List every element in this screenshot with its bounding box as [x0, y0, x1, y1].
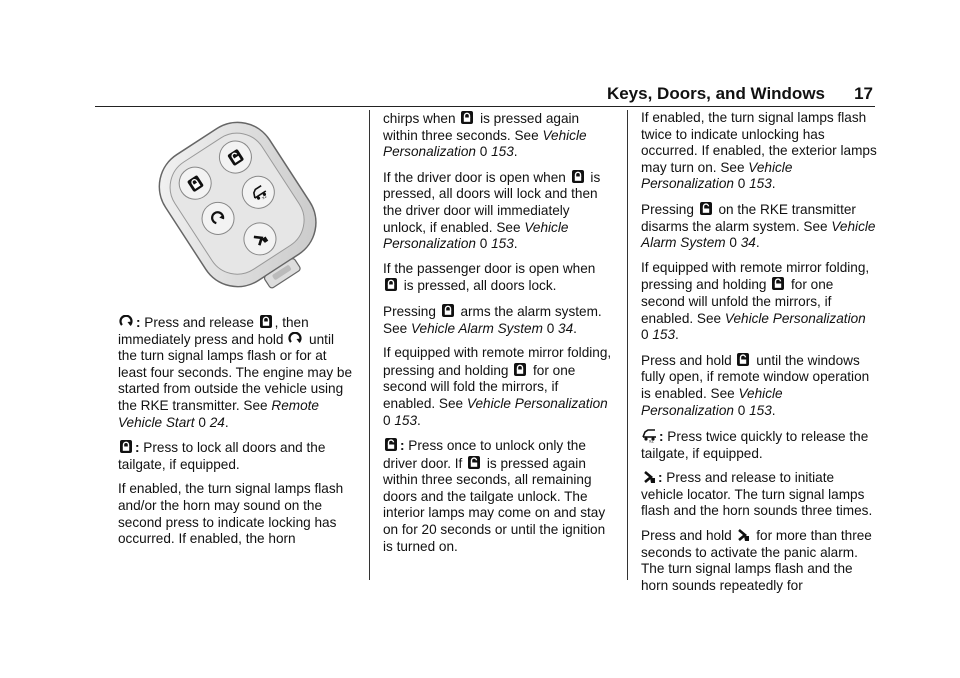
cross-reference-link[interactable]: Vehicle Personalization [383, 127, 587, 160]
cross-reference-link[interactable]: Vehicle Personalization [641, 159, 793, 192]
body-paragraph: If the passenger door is open when is pressed, all doors lock. [383, 260, 596, 294]
body-paragraph: chirps when is pressed again within three seconds. See Vehicle Personalization 0 153. [383, 111, 587, 160]
remote-start-icon [119, 315, 134, 329]
cross-reference-link[interactable]: Remote Vehicle Start [118, 397, 319, 430]
lock-icon [259, 314, 273, 329]
vehicle-locator-icon [736, 528, 750, 542]
body-paragraph: If enabled, the turn signal lamps flash and/or the horn may sound on the second press to indicate locking has occurred. If enabled, the horn [118, 481, 344, 547]
body-paragraph: Press and hold for more than three seconds to activate the panic alarm. The turn signal lamps flash and the horn sounds repeatedly for [641, 528, 872, 593]
page-reference-link[interactable]: 153 [491, 144, 514, 160]
section-title: Keys, Doors, and Windows [606, 84, 825, 103]
unlock-paragraph: : Press once to unlock only the driver door. If is pressed again within three seconds, all remaining doors and the tailgate unlock. The interior lamps may come on and stay on for 20 seconds or until the ignition is turned on. [383, 438, 606, 554]
body-paragraph: Press and hold until the windows fully open, if remote window operation is enabled. See Vehicle Personalization 0 153. [641, 352, 870, 418]
lock-icon [460, 110, 474, 125]
body-paragraph: If the driver door is open when is pressed, all doors will lock and then the driver door will immediately unlock, if enabled. See Vehicle Personalization 0 153. [383, 169, 601, 252]
tailgate-icon [642, 427, 657, 443]
page-number: 17 [854, 84, 873, 103]
lock-icon [441, 303, 455, 318]
lock-icon [571, 169, 585, 184]
cross-reference-link[interactable]: Vehicle Personalization [641, 385, 783, 418]
page-header [95, 84, 875, 107]
cross-reference-link[interactable]: Vehicle Personalization [466, 395, 608, 411]
column-divider [627, 110, 628, 580]
unlock-icon [771, 276, 785, 291]
page-reference-link[interactable]: 34 [740, 235, 756, 251]
tailgate-paragraph: : Press twice quickly to release the tailgate, if equipped. [641, 429, 869, 461]
page-reference-link[interactable]: 153 [491, 236, 514, 252]
body-paragraph: If enabled, the turn signal lamps flash twice to indicate unlocking has occurred. If enabled, the exterior lamps may turn on. See Vehicle Personalization 0 153. [641, 110, 877, 192]
page-reference-link[interactable]: 153 [394, 412, 418, 428]
lock-paragraph: : Press to lock all doors and the tailgate, if equipped. [118, 440, 326, 472]
column-right [641, 110, 877, 602]
cross-reference-link[interactable]: Vehicle Alarm System [410, 320, 543, 336]
unlock-icon [736, 352, 750, 367]
page-reference-link[interactable]: 153 [652, 327, 676, 343]
column-divider [369, 110, 370, 580]
page-reference-link[interactable]: 24 [209, 414, 225, 430]
cross-reference-link[interactable]: Vehicle Personalization [724, 310, 866, 326]
remote-start-icon [288, 332, 303, 346]
page-reference-link[interactable]: 34 [558, 320, 574, 336]
unlock-icon [467, 455, 481, 470]
body-paragraph: Pressing on the RKE transmitter disarms the alarm system. See Vehicle Alarm System 0 34. [641, 201, 876, 251]
cross-reference-link[interactable]: Vehicle Alarm System [641, 218, 876, 251]
key-fob-illustration [118, 110, 356, 300]
column-left [118, 110, 356, 556]
vehicle-locator-paragraph: : Press and release to initiate vehicle locator. The turn signal lamps flash and the horn sounds three times. [641, 470, 873, 519]
column-middle [383, 110, 613, 563]
vehicle-locator-icon [642, 470, 656, 484]
unlock-icon [384, 437, 398, 452]
body-paragraph: Pressing arms the alarm system. See Vehicle Alarm System 0 34. [383, 303, 602, 336]
lock-icon [119, 439, 133, 454]
page-reference-link[interactable]: 153 [749, 402, 772, 418]
unlock-icon [699, 201, 713, 216]
page-reference-link[interactable]: 153 [749, 176, 772, 192]
body-paragraph: If equipped with remote mirror folding, pressing and holding for one second will unfold the mirrors, if enabled. See Vehicle Personalization 0 153. [641, 259, 870, 343]
lock-icon [513, 362, 527, 377]
remote-start-paragraph: : Press and release , then immediately press and hold until the turn signal lamps flash or for at least four seconds. The engine may be started from outside the vehicle using the RKE transmitter. See Remote Vehicle Start 0 24. [118, 315, 353, 430]
cross-reference-link[interactable]: Vehicle Personalization [383, 219, 569, 252]
body-paragraph: If equipped with remote mirror folding, pressing and holding for one second will fold the mirrors, if enabled. See Vehicle Personalization 0 153. [383, 345, 612, 428]
lock-icon [384, 277, 398, 292]
